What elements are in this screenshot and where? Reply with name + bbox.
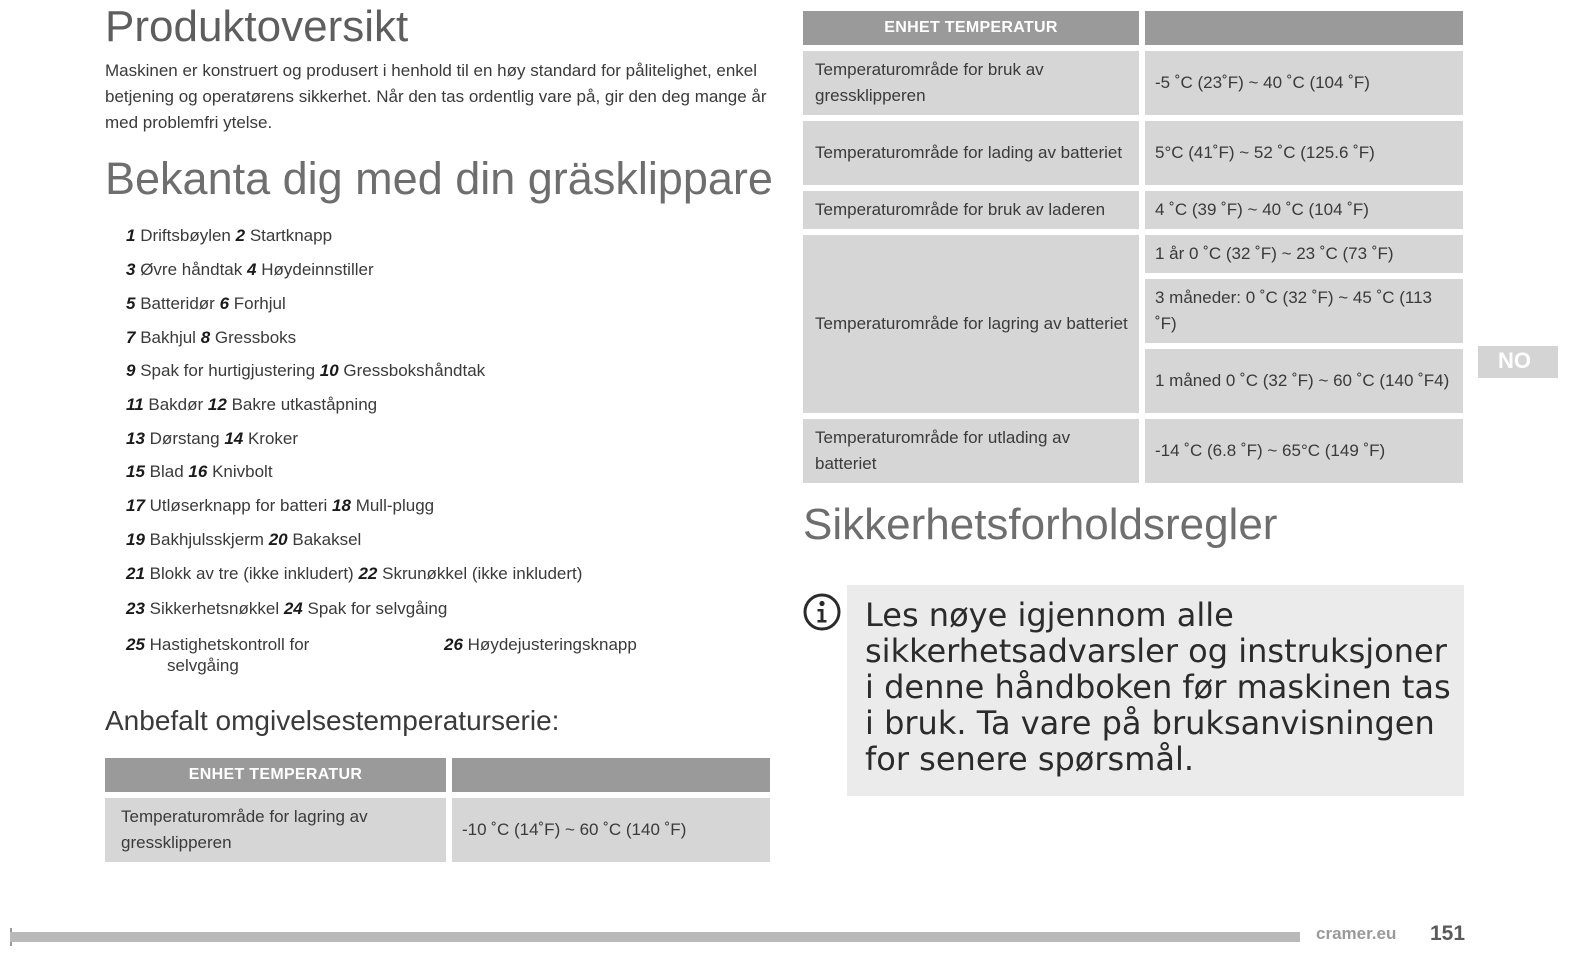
info-icon	[802, 592, 842, 632]
language-label: NO	[1498, 348, 1531, 373]
list-item: 1 Driftsbøylen 2 Startknapp	[126, 226, 333, 245]
footer-bar	[10, 932, 1300, 942]
list-item-25: 25 Hastighetskontroll for selvgåing	[126, 635, 310, 675]
table-row	[803, 235, 1463, 273]
table-header: ENHET TEMPERATUR	[803, 11, 1139, 45]
list-item: 17 Utløserknapp for batteri 18 Mull-plugg	[126, 496, 435, 515]
table-cell-value: 4 ˚C (39 ˚F) ~ 40 ˚C (104 ˚F)	[1145, 191, 1463, 229]
table-cell-value: 5°C (41˚F) ~ 52 ˚C (125.6 ˚F)	[1145, 121, 1463, 185]
section-title-overview: Bekanta dig med din gräsklippare	[105, 153, 773, 204]
table-row	[105, 798, 770, 862]
list-item: 3 Øvre håndtak 4 Høydeinnstiller	[126, 260, 374, 279]
list-item: 5 Batteridør 6 Forhjul	[126, 294, 286, 313]
table-cell-label: Temperaturområde for bruk av laderen	[803, 191, 1139, 229]
list-item-26: 26 Høydejusteringsknapp	[444, 635, 637, 654]
mower-temperature-table	[99, 752, 776, 868]
intro-paragraph: Maskinen er konstruert og produsert i henhold til en høy standard for pålitelighet, enkel betjening og operatørens sikkerhet. Når den tas ordentlig vare på, gir den deg mange år med problemfri ytelse.	[105, 61, 767, 132]
page-title: Produktoversikt	[105, 2, 409, 51]
table-cell-value: -10 ˚C (14˚F) ~ 60 ˚C (140 ˚F)	[452, 798, 770, 862]
table-cell-label: Temperaturområde for lagring av batteriet	[803, 235, 1139, 413]
table-header-empty	[452, 758, 770, 792]
list-item: 9 Spak for hurtigjustering 10 Gressbokshåndtak	[126, 361, 486, 380]
table-header: ENHET TEMPERATUR	[105, 758, 446, 792]
table-row	[803, 419, 1463, 483]
list-item: 13 Dørstang 14 Kroker	[126, 429, 299, 448]
table-cell-value: -14 ˚C (6.8 ˚F) ~ 65°C (149 ˚F)	[1145, 419, 1463, 483]
table-cell-label: Temperaturområde for bruk av gressklipperen	[803, 51, 1139, 115]
safety-notice	[847, 585, 1464, 796]
list-item: 21 Blokk av tre (ikke inkludert) 22 Skrunøkkel (ikke inkludert)	[126, 564, 583, 583]
table-cell-label: Temperaturområde for lading av batteriet	[803, 121, 1139, 185]
table-cell-value: -5 ˚C (23˚F) ~ 40 ˚C (104 ˚F)	[1145, 51, 1463, 115]
table-row	[803, 51, 1463, 115]
list-item: 11 Bakdør 12 Bakre utkaståpning	[126, 395, 378, 414]
language-tab	[1478, 346, 1558, 378]
table-row	[803, 121, 1463, 185]
list-item: 7 Bakhjul 8 Gressboks	[126, 328, 297, 347]
page-number: 151	[1430, 922, 1466, 945]
table-cell-value: 1 måned 0 ˚C (32 ˚F) ~ 60 ˚C (140 ˚F4)	[1145, 349, 1463, 413]
list-item: 15 Blad 16 Knivbolt	[126, 462, 273, 481]
battery-temperature-table	[797, 5, 1469, 489]
safety-notice-text: Les nøye igjennom alle sikkerhetsadvarsler og instruksjoner i denne håndboken før maskinen tas i bruk. Ta vare på bruksanvisningen for senere spørsmål.	[865, 596, 1451, 778]
table-header-empty	[1145, 11, 1463, 45]
table-cell-value: 3 måneder: 0 ˚C (32 ˚F) ~ 45 ˚C (113 ˚F)	[1145, 279, 1463, 343]
table-cell-label: Temperaturområde for lagring av gressklipperen	[105, 798, 446, 862]
footer-website: cramer.eu	[1316, 924, 1397, 943]
list-item: 19 Bakhjulsskjerm 20 Bakaksel	[126, 530, 362, 549]
list-item: 23 Sikkerhetsnøkkel 24 Spak for selvgåing	[126, 599, 448, 618]
table-cell-value: 1 år 0 ˚C (32 ˚F) ~ 23 ˚C (73 ˚F)	[1145, 235, 1463, 273]
table-row	[803, 191, 1463, 229]
section-title-safety: Sikkerhetsforholdsregler	[803, 500, 1278, 549]
table-cell-label: Temperaturområde for utlading av batteriet	[803, 419, 1139, 483]
temperature-heading: Anbefalt omgivelsestemperaturserie:	[105, 705, 560, 736]
